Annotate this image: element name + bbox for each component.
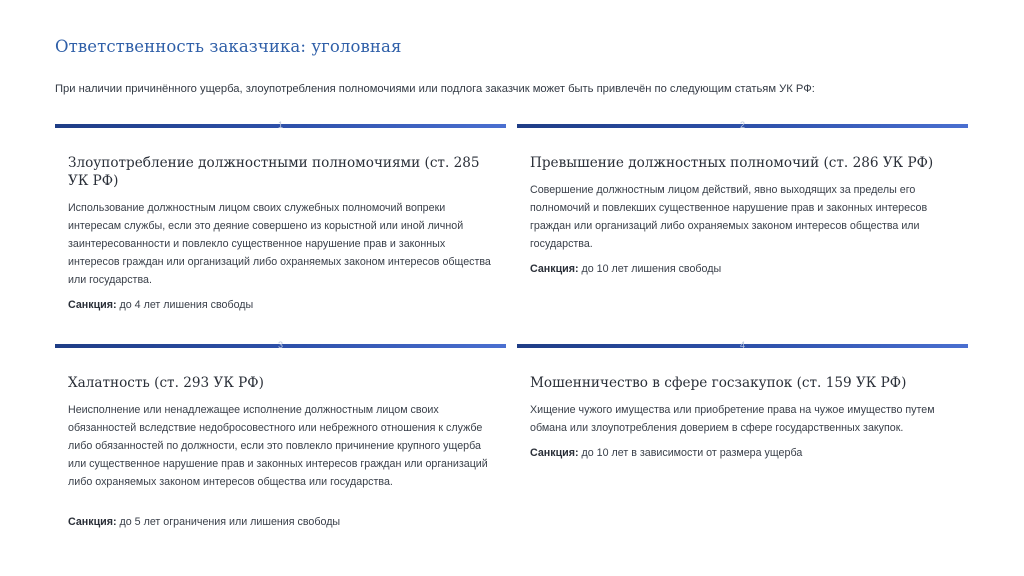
card-sanction (68, 515, 506, 529)
card-sanction (68, 298, 506, 312)
article-card-285 (55, 120, 506, 312)
sanction-value: до 10 лет лишения свободы (581, 263, 722, 275)
card-accent-bar (517, 340, 968, 350)
card-description: Хищение чужого имущества или приобретение права на чужое имущество путем обмана или злоупотребления доверием в сфере государственных закупок. (530, 404, 935, 434)
sanction-label: Санкция: (530, 447, 579, 459)
sanction-label: Санкция: (68, 299, 117, 311)
card-description: Использование должностным лицом своих служебных полномочий вопреки интересам службы, если это деяние совершено из корыстной или иной личной заинтересованности и повлекло существенное нарушение прав и законных интересов граждан или организаций либо охраняемых законом интересов общества или государства. (68, 202, 491, 286)
intro-text: При наличии причинённого ущерба, злоупотребления полномочиями или подлога заказчик может быть привлечён по следующим статьям УК РФ: (55, 83, 815, 95)
card-number: 4 (739, 340, 746, 350)
card-sanction (530, 262, 968, 276)
sanction-value: до 10 лет в зависимости от размера ущерба (581, 447, 803, 459)
card-accent-bar (517, 120, 968, 130)
card-accent-bar (55, 120, 506, 130)
card-number: 3 (277, 340, 284, 350)
card-sanction (530, 446, 968, 460)
card-number: 1 (277, 120, 284, 130)
card-number: 2 (739, 120, 746, 130)
sanction-value: до 5 лет ограничения или лишения свободы (119, 516, 341, 528)
sanction-label: Санкция: (68, 516, 117, 528)
card-description: Неисполнение или ненадлежащее исполнение должностным лицом своих обязанностей вследствие недобросовестного или небрежного отношения к службе либо обязанностей по должности, если это повлекло причинение крупного ущерба или существенное нарушение прав и законных интересов граждан или организаций либо охраняемых законом интересов общества или государства. (68, 404, 488, 488)
article-card-159 (517, 340, 968, 460)
article-card-293 (55, 340, 506, 529)
card-title: Халатность (ст. 293 УК РФ) (68, 375, 264, 391)
card-title: Злоупотребление должностными полномочиями (ст. 285 УК РФ) (68, 155, 480, 189)
page-title: Ответственность заказчика: уголовная (55, 37, 402, 56)
card-description: Совершение должностным лицом действий, явно выходящих за пределы его полномочий и повлекших существенное нарушение прав и законных интересов граждан или организаций либо охраняемых законом интересов общества или государства. (530, 184, 928, 250)
card-title: Превышение должностных полномочий (ст. 286 УК РФ) (530, 155, 934, 171)
article-card-286 (517, 120, 968, 276)
card-accent-bar (55, 340, 506, 350)
sanction-value: до 4 лет лишения свободы (119, 299, 254, 311)
sanction-label: Санкция: (530, 263, 579, 275)
card-title: Мошенничество в сфере госзакупок (ст. 159 УК РФ) (530, 375, 907, 391)
